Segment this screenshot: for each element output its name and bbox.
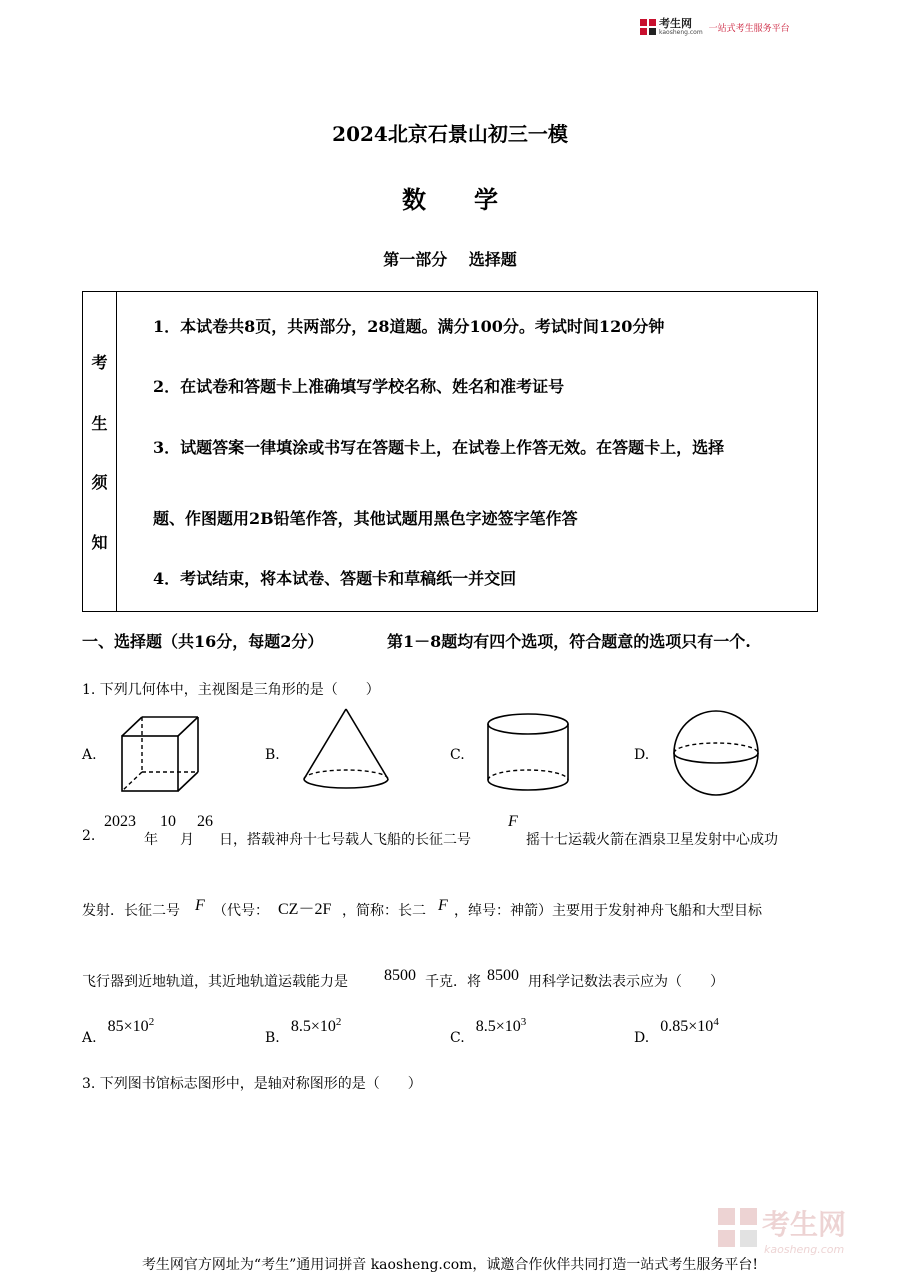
- q2-value: 8500: [384, 967, 416, 984]
- q2-option-a: [82, 1016, 155, 1047]
- logo-domain: kaosheng.com: [659, 29, 703, 36]
- q2-number: 2.: [82, 828, 96, 844]
- q2-var-f: F: [438, 897, 448, 914]
- site-logo: [640, 18, 790, 36]
- q1-option-a-label: A.: [82, 747, 97, 763]
- q2-yue: 月: [180, 832, 194, 848]
- q2-line2-c: ，简称：长二: [342, 903, 426, 919]
- q2-line3-a: 飞行器到近地轨道，其近地轨道运载能力是: [82, 974, 348, 990]
- option-base: 85×10: [107, 1018, 149, 1036]
- q2-line3-c: 用科学记数法表示应为（ ）: [528, 974, 724, 990]
- watermark-logo-icon: [718, 1208, 758, 1252]
- q2-line2-d: ，绰号：神箭）主要用于发射神舟飞船和大型目标: [454, 903, 762, 919]
- watermark: [718, 1203, 846, 1256]
- logo-icon: [640, 19, 656, 35]
- q2-option-c: [450, 1016, 527, 1047]
- logo-name: 考生网: [659, 17, 692, 30]
- question-1-stem: 1. 下列几何体中，主视图是三角形的是（ ）: [82, 682, 380, 698]
- option-base: 8.5×10: [475, 1018, 521, 1036]
- option-exp: 3: [520, 1016, 527, 1028]
- sphere-figure: [670, 708, 762, 798]
- notice-line: 1．本试卷共8页，共两部分，28道题。满分100分。考试时间120分钟: [153, 317, 665, 336]
- watermark-name: 考生网: [762, 1208, 847, 1241]
- subject-title: 数 学: [402, 185, 498, 214]
- option-exp: 4: [713, 1016, 719, 1028]
- q2-option-d: [634, 1016, 719, 1047]
- option-label: A.: [82, 1030, 97, 1047]
- q2-line2-b: （代号：: [213, 903, 269, 919]
- q2-month: 10: [160, 813, 176, 830]
- option-exp: 2: [335, 1016, 342, 1028]
- q2-line2-a: 发射．长征二号: [82, 903, 180, 919]
- q1-option-c-label: C.: [450, 747, 465, 763]
- notice-line: 题、作图题用2B铅笔作答，其他试题用黑色字迹签字笔作答: [153, 509, 578, 528]
- exam-title: 2024北京石景山初三一模: [332, 122, 568, 146]
- notice-line: 2．在试卷和答题卡上准确填写学校名称、姓名和准考证号: [153, 377, 565, 396]
- q2-line1-a: 日，搭载神舟十七号载人飞船的长征二号: [219, 832, 471, 848]
- q1-option-b-label: B.: [265, 747, 280, 763]
- side-char: 生: [91, 414, 108, 433]
- q2-line3-b: 千克．将: [425, 974, 481, 990]
- q2-var-f: F: [508, 813, 518, 830]
- q2-nian: 年: [144, 832, 158, 848]
- side-char: 知: [91, 533, 108, 552]
- notice-line: 3．试题答案一律填涂或书写在答题卡上，在试卷上作答无效。在答题卡上，选择: [153, 438, 725, 457]
- watermark-domain: kaosheng.com: [764, 1243, 845, 1256]
- cube-figure: [118, 714, 202, 794]
- logo-slogan: 一站式考生服务平台: [708, 23, 790, 34]
- notice-box: [82, 291, 818, 612]
- q2-code: CZ－2F: [278, 901, 332, 918]
- footer-text: 考生网官方网址为“考生”通用词拼音 kaosheng.com，诚邀合作伙伴共同打造一站式考生服务平台!: [141, 1257, 759, 1273]
- part-title: 第一部分 选择题: [383, 250, 517, 269]
- option-base: 8.5×10: [290, 1018, 336, 1036]
- side-char: 考: [91, 353, 108, 372]
- side-char: 须: [91, 473, 108, 492]
- cylinder-figure: [484, 710, 572, 796]
- option-label: B.: [265, 1030, 280, 1047]
- q2-option-b: [265, 1016, 342, 1047]
- notice-side-label: [83, 292, 117, 611]
- option-label: D.: [634, 1030, 650, 1047]
- q2-var-f: F: [195, 897, 205, 914]
- question-3-stem: 3. 下列图书馆标志图形中，是轴对称图形的是（ ）: [82, 1076, 422, 1092]
- section-heading: 一、选择题（共16分，每题2分）: [82, 632, 324, 651]
- notice-line: 4．考试结束，将本试卷、答题卡和草稿纸一并交回: [153, 569, 517, 588]
- option-exp: 2: [148, 1016, 155, 1028]
- q2-day: 26: [197, 813, 213, 830]
- q2-value: 8500: [487, 967, 519, 984]
- q1-option-d-label: D.: [634, 747, 650, 763]
- option-label: C.: [450, 1030, 465, 1047]
- q2-year: 2023: [104, 813, 136, 830]
- q2-line1-b: 摇十七运载火箭在酒泉卫星发射中心成功: [526, 832, 778, 848]
- option-base: 0.85×10: [660, 1018, 714, 1036]
- section-instruction: 第1－8题均有四个选项，符合题意的选项只有一个.: [387, 632, 751, 651]
- cone-figure: [300, 706, 392, 794]
